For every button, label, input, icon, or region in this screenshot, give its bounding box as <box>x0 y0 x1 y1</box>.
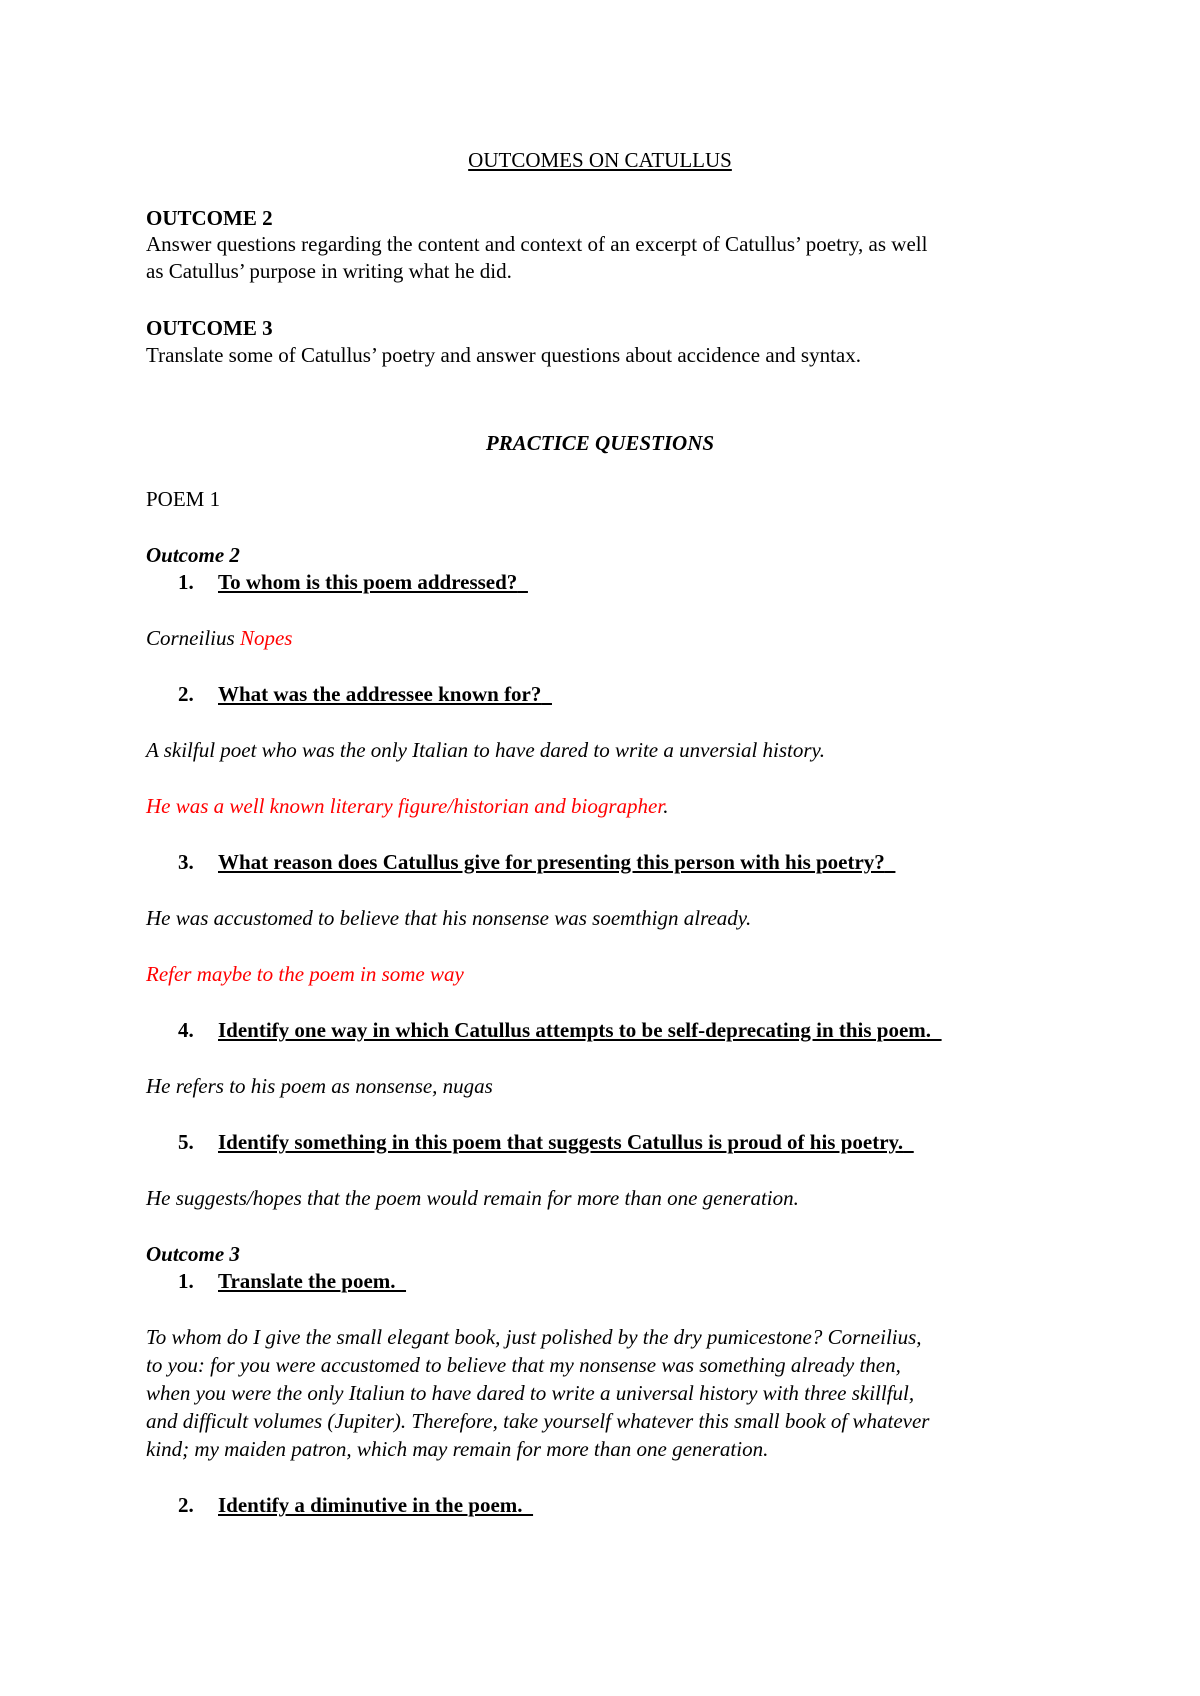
outcome-3-heading: OUTCOME 3 <box>146 316 273 340</box>
translation-line-5: kind; my maiden patron, which may remain for more than one generation. <box>146 1437 769 1461</box>
outcome-3-question-2 <box>178 1491 533 1519</box>
answer-2-correction-period: . <box>663 794 669 818</box>
question-2 <box>178 680 552 708</box>
outcome-3-question-1-text: Translate the poem. <box>218 1269 396 1293</box>
translation-line-4: and difficult volumes (Jupiter). Therefore, take yourself whatever this small book of whatever <box>146 1409 930 1433</box>
question-1-text: To whom is this poem addressed? <box>218 570 518 594</box>
translation-line-1: To whom do I give the small elegant book, just polished by the dry pumicestone? Corneilius, <box>146 1325 922 1349</box>
question-1-number: 1. <box>178 570 194 594</box>
question-4-text: Identify one way in which Catullus attempts to be self-deprecating in this poem. <box>218 1018 932 1042</box>
page-title: OUTCOMES ON CATULLUS <box>468 148 732 172</box>
answer-2-correction-line <box>146 792 668 820</box>
answer-1-correction: Nopes <box>239 626 293 650</box>
question-4 <box>178 1016 942 1044</box>
question-1 <box>178 568 528 596</box>
answer-5: He suggests/hopes that the poem would remain for more than one generation. <box>146 1186 799 1210</box>
question-2-text: What was the addressee known for? <box>218 682 542 706</box>
question-3-text: What reason does Catullus give for presenting this person with his poetry? <box>218 850 885 874</box>
outcome-2-description-line-1: Answer questions regarding the content and context of an excerpt of Catullus’ poetry, as well <box>146 232 928 256</box>
answer-3: He was accustomed to believe that his nonsense was soemthign already. <box>146 906 752 930</box>
question-3-number: 3. <box>178 850 194 874</box>
answer-2-correction: He was a well known literary figure/historian and biographer <box>146 794 664 818</box>
answer-4: He refers to his poem as nonsense, nugas <box>146 1074 493 1098</box>
answer-2: A skilful poet who was the only Italian to have dared to write a unversial history. <box>146 738 825 762</box>
outcome-3-question-1 <box>178 1267 406 1295</box>
section-outcome-3: Outcome 3 <box>146 1242 240 1266</box>
outcome-2-heading: OUTCOME 2 <box>146 206 273 230</box>
question-5-text: Identify something in this poem that suggests Catullus is proud of his poetry. <box>218 1130 904 1154</box>
outcome-3-question-1-number: 1. <box>178 1269 194 1293</box>
outcome-3-description: Translate some of Catullus’ poetry and answer questions about accidence and syntax. <box>146 343 861 367</box>
question-3 <box>178 848 895 876</box>
translation-line-2: to you: for you were accustomed to believe that my nonsense was something already then, <box>146 1353 901 1377</box>
outcome-2-description-line-2: as Catullus’ purpose in writing what he did. <box>146 259 512 283</box>
answer-1-text: Corneilius <box>146 626 240 650</box>
practice-questions-heading: PRACTICE QUESTIONS <box>485 431 715 455</box>
translation-line-3: when you were the only Italiun to have dared to write a universal history with three skillful, <box>146 1381 915 1405</box>
question-4-number: 4. <box>178 1018 194 1042</box>
answer-3-correction: Refer maybe to the poem in some way <box>146 962 464 986</box>
section-outcome-2: Outcome 2 <box>146 543 240 567</box>
outcome-3-question-2-text: Identify a diminutive in the poem. <box>218 1493 523 1517</box>
answer-1 <box>146 624 292 652</box>
question-5-number: 5. <box>178 1130 194 1154</box>
question-5 <box>178 1128 914 1156</box>
question-2-number: 2. <box>178 682 194 706</box>
outcome-3-question-2-number: 2. <box>178 1493 194 1517</box>
poem-heading: POEM 1 <box>146 487 221 511</box>
